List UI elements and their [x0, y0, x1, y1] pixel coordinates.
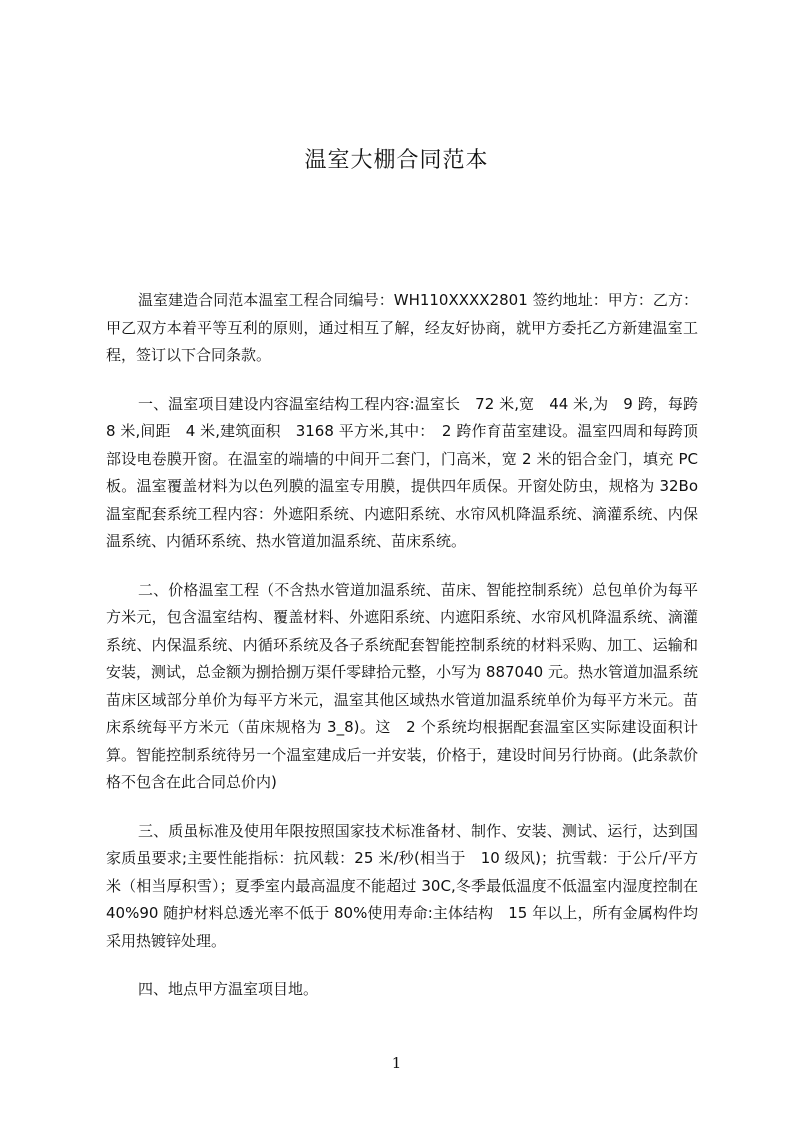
paragraph-intro: 温室建造合同范本温室工程合同编号：WH110XXXX2801 签约地址：甲方：乙方：甲乙双方本着平等互利的原则，通过相互了解，经友好协商，就甲方委托乙方新建温室工程，签订以下合同条款。: [106, 291, 698, 364]
paragraph-section-1-project-content: 一、温室项目建设内容温室结构工程内容:温室长 72 米,宽 44 米,为 9 跨，每跨 8 米,间距 4 米,建筑面积 3168 平方米,其中： 2 跨作育苗室建设。温室四周和每跨顶部设电卷膜开窗。在温室的端墙的中间开二套门，门高米，宽 2 米的铝合金门，填充 PC 板。温室覆盖材料为以色列膜的温室专用膜，提供四年质保。开窗处防虫，规格为 32Bo 温室配套系统工程内容：外遮阳系统、内遮阳系统、水帘风机降温系统、滴灌系统、内保温系统、内循环系统、热水管道加温系统、苗床系统。: [106, 394, 698, 550]
paragraph-section-4-location: 四、地点甲方温室项目地。: [138, 980, 319, 998]
document-title: 温室大棚合同范本: [304, 148, 489, 173]
page-number: 1: [391, 1054, 402, 1072]
paragraph-section-2-price: 二、价格温室工程（不含热水管道加温系统、苗床、智能控制系统）总包单价为每平方米元，包含温室结构、覆盖材料、外遮阳系统、内遮阳系统、水帘风机降温系统、滴灌系统、内保温系统、内循环系统及各子系统配套智能控制系统的材料采购、加工、运输和安装，测试，总金额为捌拾捌万渠仟零肆拾元整，小写为 887040 元。热水管道加温系统苗床区域部分单价为每平方米元，温室其他区域热水管道加温系统单价为每平方米元。苗床系统每平方米元（苗床规格为 3_8)。这 2 个系统均根据配套温室区实际建设面积计算。智能控制系统待另一个温室建成后一并安装，价格于，建设时间另行协商。(此条款价格不包含在此合同总价内): [106, 580, 698, 791]
paragraph-section-3-quality-standard: 三、质虽标准及使用年限按照国家技术标准备材、制作、安装、测试、运行，达到国家质虽要求;主要性能指标：抗风载：25 米/秒(相当于 10 级风)；抗雪载：于公斤/平方米（相当厚积雪）；夏季室内最高温度不能超过 30C,冬季最低温度不低温室内湿度控制在 40%90 随护材料总透光率不低于 80%使用寿命:主体结构 15 年以上，所有金属构件均采用热镀锌处理。: [106, 821, 698, 950]
document-body: [106, 287, 698, 1004]
